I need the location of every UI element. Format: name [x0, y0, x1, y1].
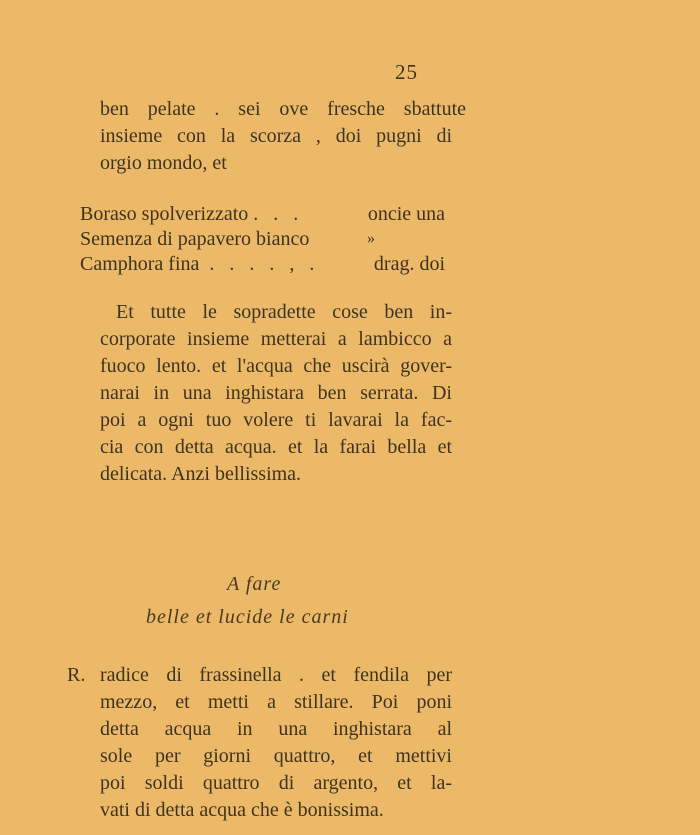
ditto-mark: »	[367, 230, 375, 247]
text-line: Et tutte le sopradette cose ben in-	[116, 301, 452, 323]
ingredient-quantity: oncie una	[367, 203, 445, 225]
text-line: sole per giorni quattro, et mettivi	[100, 745, 452, 767]
text-line: ben pelate . sei ove fresche sbattute	[100, 98, 466, 120]
text-line: orgio mondo, et	[100, 152, 227, 174]
text-line: mezzo, et metti a stillare. Poi poni	[100, 691, 452, 713]
text-line: narai in una inghistara ben serrata. Di	[100, 382, 452, 404]
ingredient-quantity: drag. doi	[373, 253, 445, 275]
ingredient-name: Boraso spolverizzato . . .	[80, 203, 299, 225]
ingredient-row	[80, 201, 445, 227]
ingredient-name: Camphora fina . . . . , .	[80, 253, 315, 275]
text-line: cia con detta acqua. et la farai bella et	[100, 436, 452, 458]
text-line: corporate insieme metterai a lambicco a	[100, 328, 452, 350]
section-subtitle: belle et lucide le carni	[146, 606, 349, 628]
ingredient-name: Semenza di papavero bianco	[80, 228, 310, 250]
text-line: radice di frassinella . et fendila per	[100, 664, 452, 686]
text-line: fuoco lento. et l'acqua che uscirà gover-	[100, 355, 452, 377]
ingredient-row	[80, 251, 445, 277]
page-number: 25	[395, 60, 418, 84]
ingredient-row	[80, 226, 445, 252]
text-line: delicata. Anzi bellissima.	[100, 463, 302, 485]
text-line: poi a ogni tuo volere ti lavarai la fac-	[100, 409, 452, 431]
recipe-marker: R.	[67, 664, 86, 686]
text-line: poi soldi quattro di argento, et la-	[100, 772, 452, 794]
text-line: vati di detta acqua che è bonissima.	[100, 799, 384, 821]
section-title: A fare	[227, 573, 282, 595]
text-line: detta acqua in una inghistara al	[100, 718, 452, 740]
text-line: insieme con la scorza , doi pugni di	[100, 125, 452, 147]
